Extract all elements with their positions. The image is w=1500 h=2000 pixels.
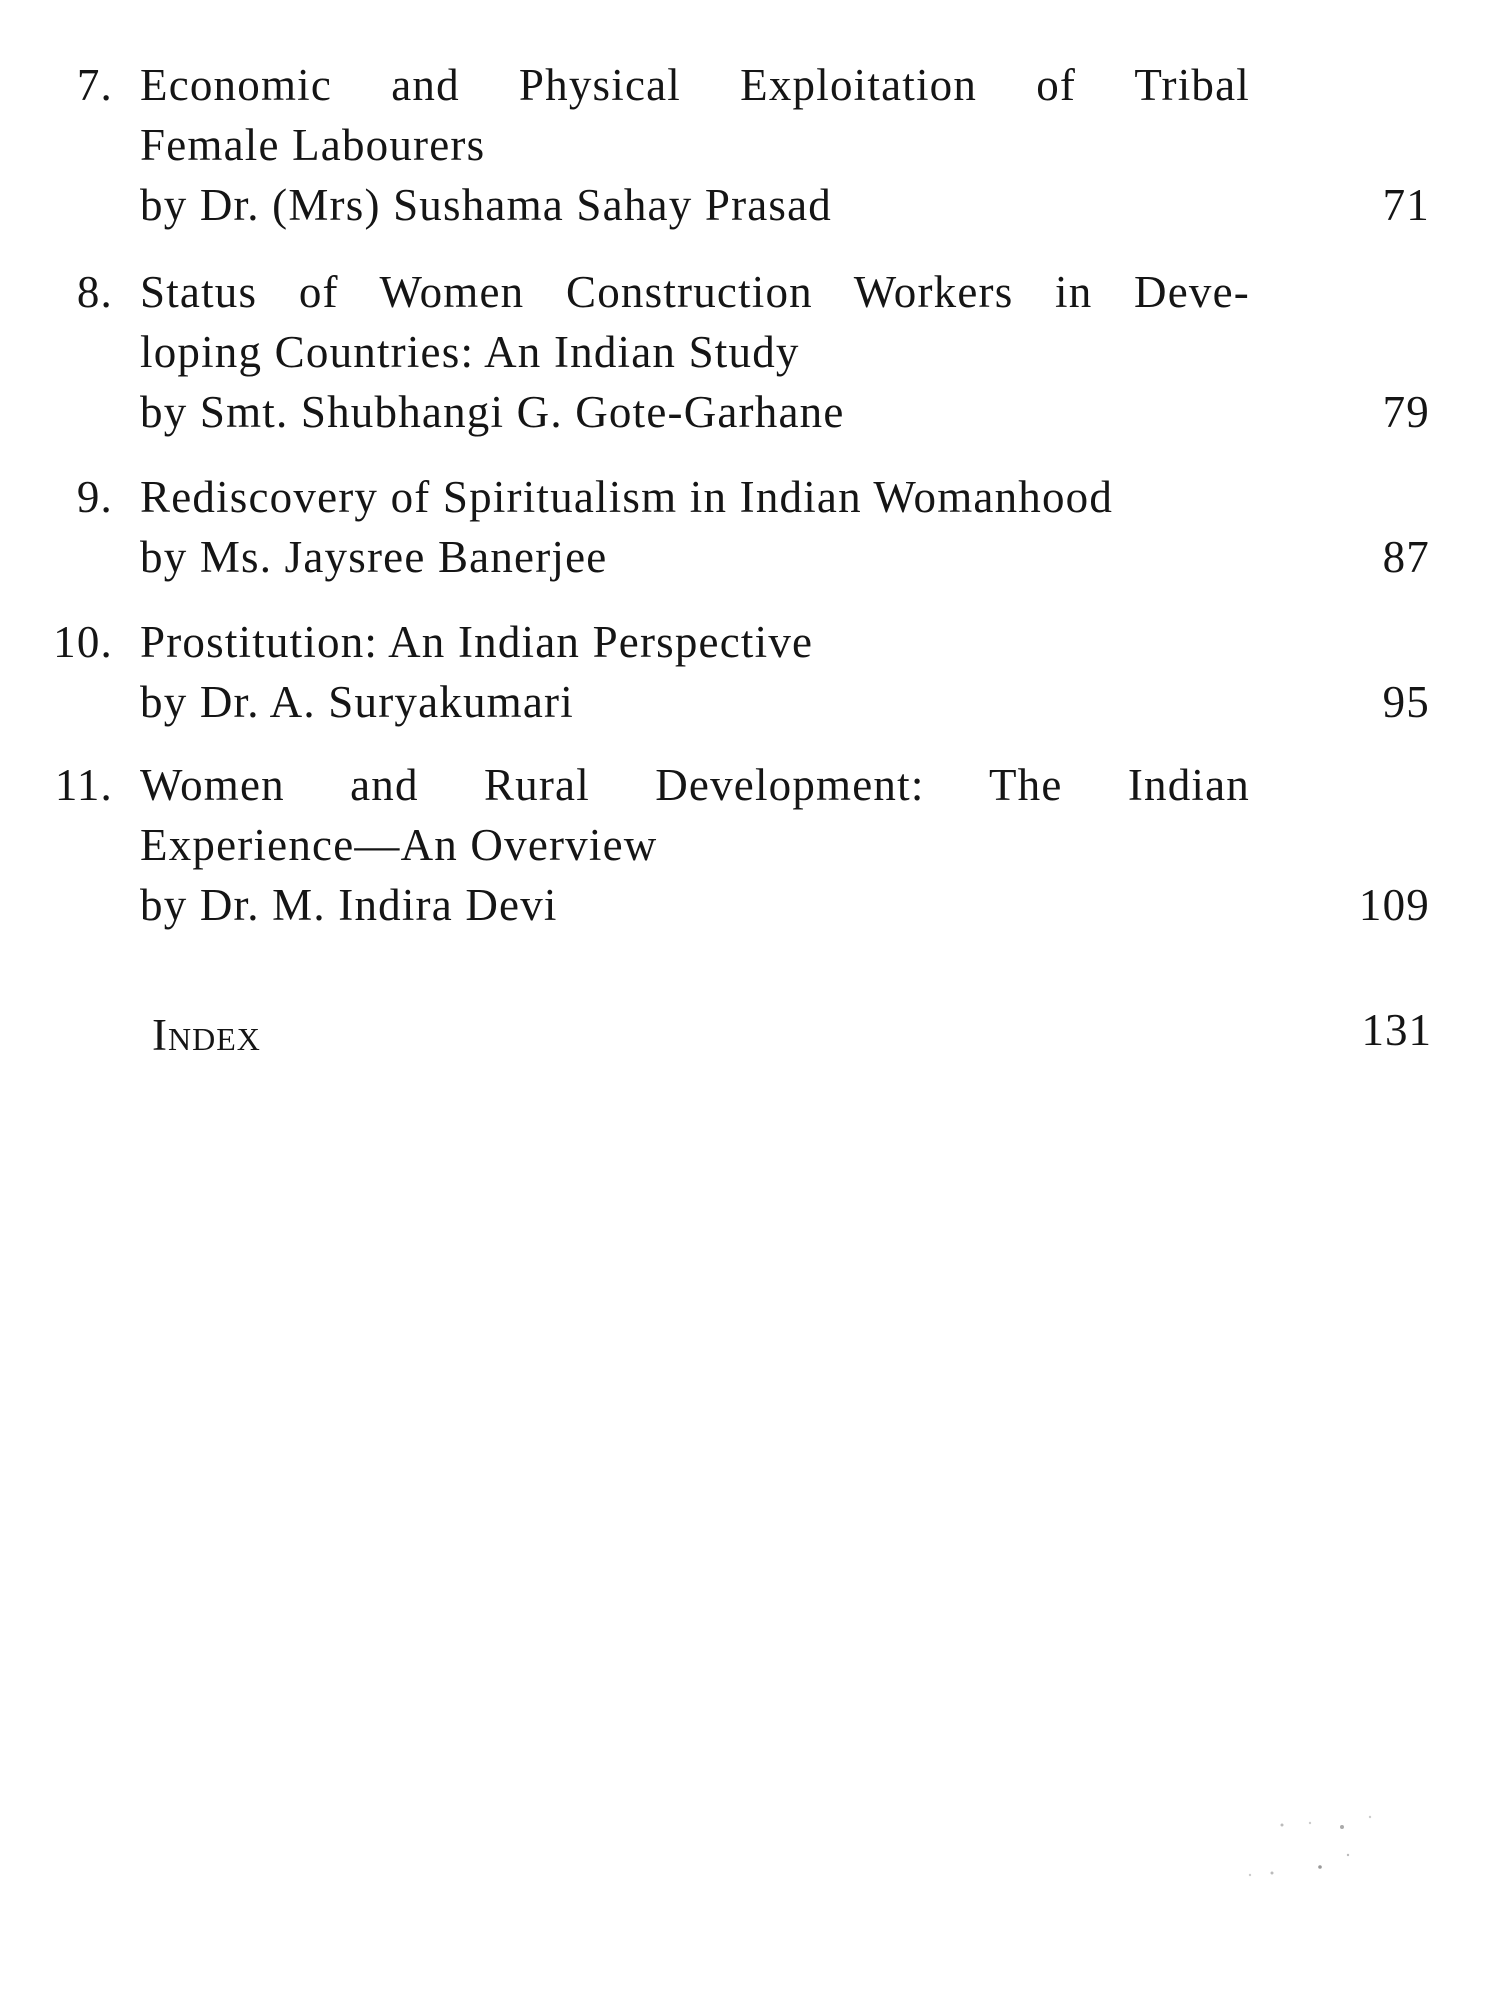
entry-author: by Smt. Shubhangi G. Gote-Garhane <box>140 387 845 437</box>
entry-page-number: 71 <box>1382 180 1430 230</box>
scan-noise <box>1220 1795 1420 1915</box>
entry-author: by Dr. (Mrs) Sushama Sahay Prasad <box>140 180 833 230</box>
entry-author: by Dr. A. Suryakumari <box>140 677 574 727</box>
entry-number: 9. <box>76 472 113 522</box>
index-page-number: 131 <box>1361 1005 1432 1055</box>
entry-title-line: Women and Rural Development: The Indian <box>140 760 1250 810</box>
entry-number: 8. <box>76 267 113 317</box>
entry-page-number: 87 <box>1382 532 1430 582</box>
entry-number: 10. <box>53 617 113 667</box>
entry-page-number: 109 <box>1358 880 1430 930</box>
entry-number: 7. <box>76 60 113 110</box>
entry-title-line: Prostitution: An Indian Perspective <box>140 617 814 667</box>
entry-page-number: 95 <box>1382 677 1430 727</box>
index-label: Index <box>152 1010 261 1060</box>
entry-author: by Dr. M. Indira Devi <box>140 880 558 930</box>
entry-page-number: 79 <box>1382 387 1430 437</box>
entry-title-line: Economic and Physical Exploitation of Tribal <box>140 60 1250 110</box>
entry-title-line: Rediscovery of Spiritualism in Indian Womanhood <box>140 472 1114 522</box>
entry-number: 11. <box>54 760 113 810</box>
entry-author: by Ms. Jaysree Banerjee <box>140 532 608 582</box>
entry-title-line: Status of Women Construction Workers in Deve- <box>140 267 1250 317</box>
entry-title-line: Female Labourers <box>140 120 486 170</box>
entry-title-line: loping Countries: An Indian Study <box>140 327 800 377</box>
entry-title-line: Experience—An Overview <box>140 820 658 870</box>
